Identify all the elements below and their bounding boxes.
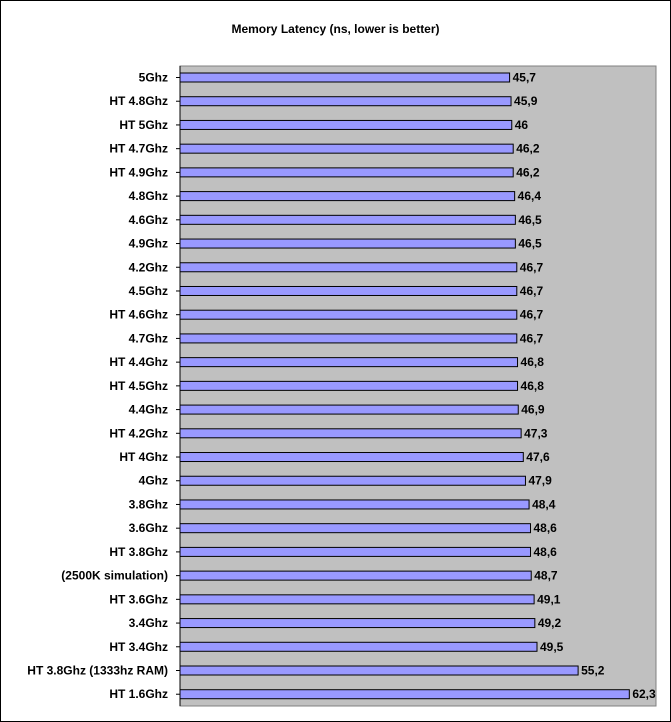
data-label: 46,8 xyxy=(520,378,544,393)
data-label: 47,3 xyxy=(524,426,548,441)
category-label: 4.4Ghz xyxy=(128,402,168,417)
bar xyxy=(180,310,517,319)
data-label: 45,7 xyxy=(512,70,536,85)
bar xyxy=(180,97,511,106)
bar xyxy=(180,595,534,604)
category-label: 4.5Ghz xyxy=(128,283,168,298)
chart-title: Memory Latency (ns, lower is better) xyxy=(231,22,440,36)
category-label: HT 4.9Ghz xyxy=(109,165,168,180)
bar xyxy=(180,619,535,628)
data-label: 46 xyxy=(514,117,529,132)
category-label: HT 4.7Ghz xyxy=(109,141,168,156)
category-label: 4.8Ghz xyxy=(128,189,168,204)
bar xyxy=(180,334,517,343)
category-label: 3.4Ghz xyxy=(128,616,168,631)
data-label: 46,5 xyxy=(518,212,542,227)
bar xyxy=(180,381,518,390)
data-label: 46,7 xyxy=(519,260,544,275)
data-label: 48,4 xyxy=(532,497,556,512)
category-label: 3.8Ghz xyxy=(128,497,168,512)
bar xyxy=(180,358,518,367)
data-label: 46,5 xyxy=(518,236,542,251)
category-label: HT 5Ghz xyxy=(119,117,168,132)
data-label: 46,8 xyxy=(520,355,544,370)
category-label: HT 4.4Ghz xyxy=(109,355,168,370)
bar xyxy=(180,453,523,462)
bar xyxy=(180,429,521,438)
data-label: 46,7 xyxy=(519,307,544,322)
data-label: 45,9 xyxy=(514,94,538,109)
category-label: HT 3.6Ghz xyxy=(109,592,168,607)
data-label: 47,9 xyxy=(528,473,552,488)
category-label: HT 1.6Ghz xyxy=(109,687,168,702)
category-label: 4Ghz xyxy=(138,473,168,488)
bar xyxy=(180,405,518,414)
category-label: 3.6Ghz xyxy=(128,521,168,536)
data-label: 46,9 xyxy=(521,402,545,417)
category-label: HT 3.8Ghz xyxy=(109,544,168,559)
bar xyxy=(180,144,513,153)
bar xyxy=(180,500,529,509)
bar xyxy=(180,642,537,651)
data-label: 55,2 xyxy=(581,663,605,678)
data-label: 48,6 xyxy=(533,544,557,559)
category-label: HT 4Ghz xyxy=(119,450,168,465)
category-label: HT 4.2Ghz xyxy=(109,426,168,441)
category-label: HT 3.8Ghz (1333hz RAM) xyxy=(27,663,168,678)
category-label: 4.6Ghz xyxy=(128,212,168,227)
bar xyxy=(180,571,531,580)
category-label: (2500K simulation) xyxy=(61,568,168,583)
category-label: 4.9Ghz xyxy=(128,236,168,251)
data-label: 46,4 xyxy=(517,189,542,204)
bar xyxy=(180,547,531,556)
data-label: 47,6 xyxy=(526,450,550,465)
data-label: 62,3 xyxy=(632,687,656,702)
bar xyxy=(180,286,517,295)
category-label: 4.2Ghz xyxy=(128,260,168,275)
category-label: HT 4.8Ghz xyxy=(109,94,168,109)
data-label: 46,7 xyxy=(519,283,544,298)
category-label: 5Ghz xyxy=(138,70,168,85)
data-label: 46,2 xyxy=(516,165,540,180)
category-label: HT 4.5Ghz xyxy=(109,378,168,393)
bar xyxy=(180,666,578,675)
bar xyxy=(180,690,629,699)
data-label: 49,5 xyxy=(540,639,564,654)
category-label: HT 3.4Ghz xyxy=(109,639,168,654)
data-label: 48,7 xyxy=(534,568,558,583)
bar xyxy=(180,120,512,129)
data-label: 46,2 xyxy=(516,141,540,156)
data-label: 46,7 xyxy=(519,331,544,346)
bar xyxy=(180,215,515,224)
category-label: 4.7Ghz xyxy=(128,331,168,346)
bar xyxy=(180,239,515,248)
bar xyxy=(180,263,517,272)
data-label: 48,6 xyxy=(533,521,557,536)
bar xyxy=(180,168,513,177)
bar xyxy=(180,192,515,201)
bar xyxy=(180,476,525,485)
bar xyxy=(180,524,531,533)
data-label: 49,1 xyxy=(537,592,561,607)
category-label: HT 4.6Ghz xyxy=(109,307,168,322)
data-label: 49,2 xyxy=(537,616,562,631)
bar xyxy=(180,73,510,82)
